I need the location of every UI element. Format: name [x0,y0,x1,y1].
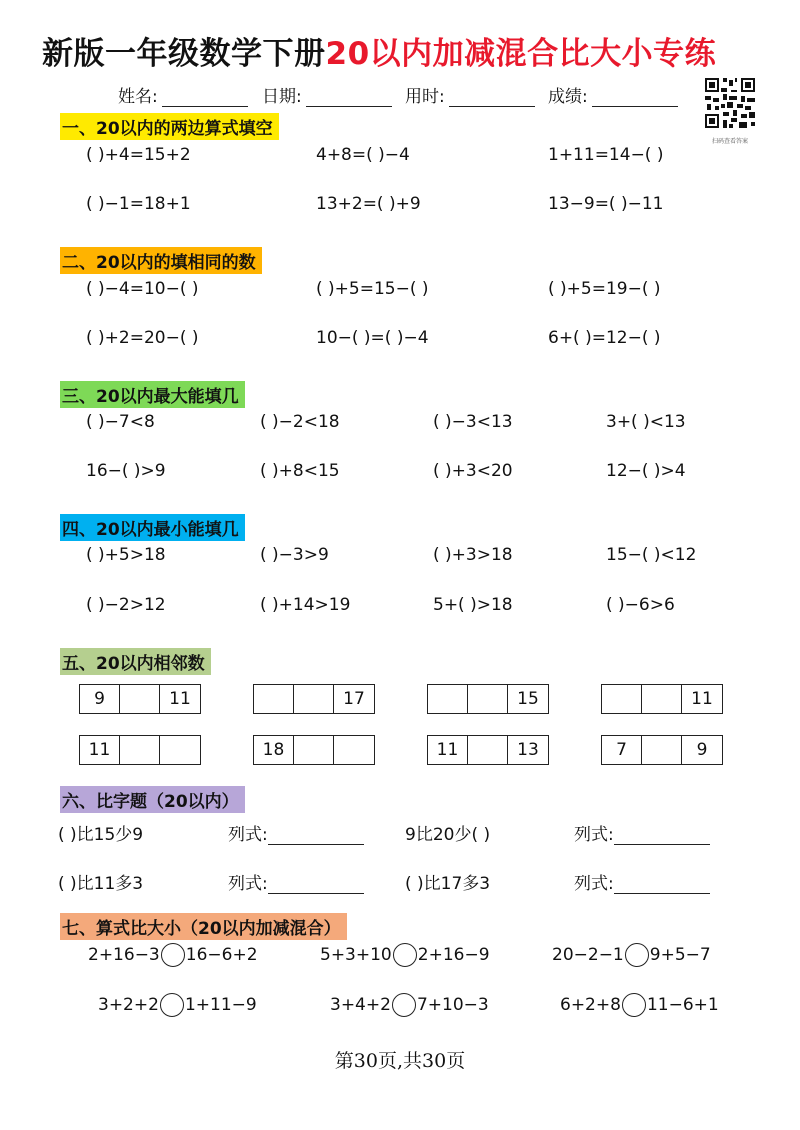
question-2-3[interactable]: ( )+5=19−( ) [548,279,661,299]
time-label: 用时: [405,87,445,107]
question-2-6[interactable]: 6+( )=12−( ) [548,328,661,348]
neighbor-box-1 [79,684,201,714]
neighbor-box-4 [601,684,723,714]
question-6-4[interactable]: ( )比17多3 [405,874,491,894]
question-2-2[interactable]: ( )+5=15−( ) [316,279,429,299]
compare-right: 2+16−9 [417,945,490,965]
box-cell[interactable]: 11 [691,689,713,709]
neighbor-box-5 [79,735,201,765]
box-cell[interactable] [642,685,682,713]
box-cell[interactable] [120,736,160,764]
question-6-3[interactable]: ( )比11多3 [58,874,144,894]
question-4-6[interactable]: ( )+14>19 [260,595,351,615]
formula-label: 列式: [574,825,614,845]
compare-right: 1+11−9 [184,995,257,1015]
box-cell[interactable] [294,685,334,713]
compare-left: 5+3+10 [320,945,392,965]
question-6-1[interactable]: ( )比15少9 [58,825,144,845]
qr-code-icon[interactable] [705,78,755,128]
question-1-4[interactable]: ( )−1=18+1 [86,194,191,214]
neighbor-box-3 [427,684,549,714]
question-4-3[interactable]: ( )+3>18 [433,545,513,565]
section-6-title: 六、比字题（20以内） [60,786,245,813]
box-cell[interactable]: 11 [80,736,120,764]
box-cell[interactable]: 13 [517,740,539,760]
compare-circle[interactable] [393,943,417,967]
time-field[interactable] [405,82,535,107]
question-4-2[interactable]: ( )−3>9 [260,545,329,565]
compare-left: 3+2+2 [98,995,159,1015]
neighbor-box-8 [601,735,723,765]
compare-circle[interactable] [161,943,185,967]
box-cell[interactable]: 11 [169,689,191,709]
question-1-3[interactable]: 1+11=14−( ) [548,145,664,165]
question-3-6[interactable]: ( )+8<15 [260,461,340,481]
compare-right: 9+5−7 [649,945,711,965]
section-7-title: 七、算式比大小（20以内加减混合） [60,913,347,940]
question-2-4[interactable]: ( )+2=20−( ) [86,328,199,348]
box-cell[interactable] [334,736,374,764]
neighbor-box-2 [253,684,375,714]
section-3-title: 三、20以内最大能填几 [60,381,245,408]
formula-6-1[interactable] [228,820,364,845]
compare-right: 11−6+1 [646,995,719,1015]
question-2-1[interactable]: ( )−4=10−( ) [86,279,199,299]
compare-7-3 [552,943,711,967]
title-part1: 新版一年级数学下册 [42,36,326,72]
section-5-title: 五、20以内相邻数 [60,648,211,675]
name-label: 姓名: [118,87,158,107]
neighbor-box-6 [253,735,375,765]
compare-right: 16−6+2 [185,945,258,965]
compare-right: 7+10−3 [416,995,489,1015]
box-cell[interactable] [468,736,508,764]
question-3-8[interactable]: 12−( )>4 [606,461,686,481]
question-3-3[interactable]: ( )−3<13 [433,412,513,432]
page-title [42,28,716,73]
box-cell[interactable] [120,685,160,713]
compare-left: 3+4+2 [330,995,391,1015]
compare-7-1 [88,943,258,967]
date-field[interactable] [262,82,392,107]
compare-left: 6+2+8 [560,995,621,1015]
date-label: 日期: [262,87,302,107]
formula-6-4[interactable] [574,869,710,894]
box-cell[interactable]: 7 [602,736,642,764]
box-cell[interactable]: 11 [428,736,468,764]
page-footer: 第30页,共30页 [334,1050,466,1072]
formula-label: 列式: [574,874,614,894]
question-1-5[interactable]: 13+2=( )+9 [316,194,421,214]
neighbor-box-7 [427,735,549,765]
question-2-5[interactable]: 10−( )=( )−4 [316,328,429,348]
question-1-6[interactable]: 13−9=( )−11 [548,194,664,214]
compare-7-2 [320,943,490,967]
qr-caption: 扫码查看答案 [711,138,748,145]
title-part2: 20以内加减混合比大小专练 [325,36,717,72]
box-cell[interactable] [254,685,294,713]
box-cell[interactable] [468,685,508,713]
question-6-2[interactable]: 9比20少( ) [405,825,491,845]
box-cell[interactable]: 9 [696,740,708,760]
box-cell[interactable] [160,736,200,764]
compare-circle[interactable] [160,993,184,1017]
question-4-7[interactable]: 5+( )>18 [433,595,513,615]
box-cell[interactable] [294,736,334,764]
box-cell[interactable]: 9 [80,685,120,713]
name-field[interactable] [118,82,248,107]
compare-circle[interactable] [625,943,649,967]
compare-circle[interactable] [622,993,646,1017]
formula-label: 列式: [228,825,268,845]
section-4-title: 四、20以内最小能填几 [60,514,245,541]
box-cell[interactable] [602,685,642,713]
box-cell[interactable] [642,736,682,764]
score-field[interactable] [548,82,678,107]
box-cell[interactable] [428,685,468,713]
formula-label: 列式: [228,874,268,894]
compare-7-4 [98,993,257,1017]
question-3-5[interactable]: 16−( )>9 [86,461,166,481]
question-4-4[interactable]: 15−( )<12 [606,545,697,565]
question-1-2[interactable]: 4+8=( )−4 [316,145,410,165]
formula-6-2[interactable] [574,820,710,845]
section-2-title: 二、20以内的填相同的数 [60,247,262,274]
question-3-7[interactable]: ( )+3<20 [433,461,513,481]
question-4-8[interactable]: ( )−6>6 [606,595,675,615]
question-3-2[interactable]: ( )−2<18 [260,412,340,432]
compare-7-6 [560,993,719,1017]
compare-7-5 [330,993,489,1017]
section-1-title: 一、20以内的两边算式填空 [60,113,279,140]
compare-left: 2+16−3 [88,945,160,965]
compare-circle[interactable] [392,993,416,1017]
question-3-1[interactable]: ( )−7<8 [86,412,155,432]
question-3-4[interactable]: 3+( )<13 [606,412,686,432]
question-4-5[interactable]: ( )−2>12 [86,595,166,615]
compare-left: 20−2−1 [552,945,624,965]
box-cell[interactable]: 15 [517,689,539,709]
question-1-1[interactable]: ( )+4=15+2 [86,145,191,165]
box-cell[interactable]: 18 [254,736,294,764]
question-4-1[interactable]: ( )+5>18 [86,545,166,565]
formula-6-3[interactable] [228,869,364,894]
box-cell[interactable]: 17 [343,689,365,709]
score-label: 成绩: [548,87,588,107]
